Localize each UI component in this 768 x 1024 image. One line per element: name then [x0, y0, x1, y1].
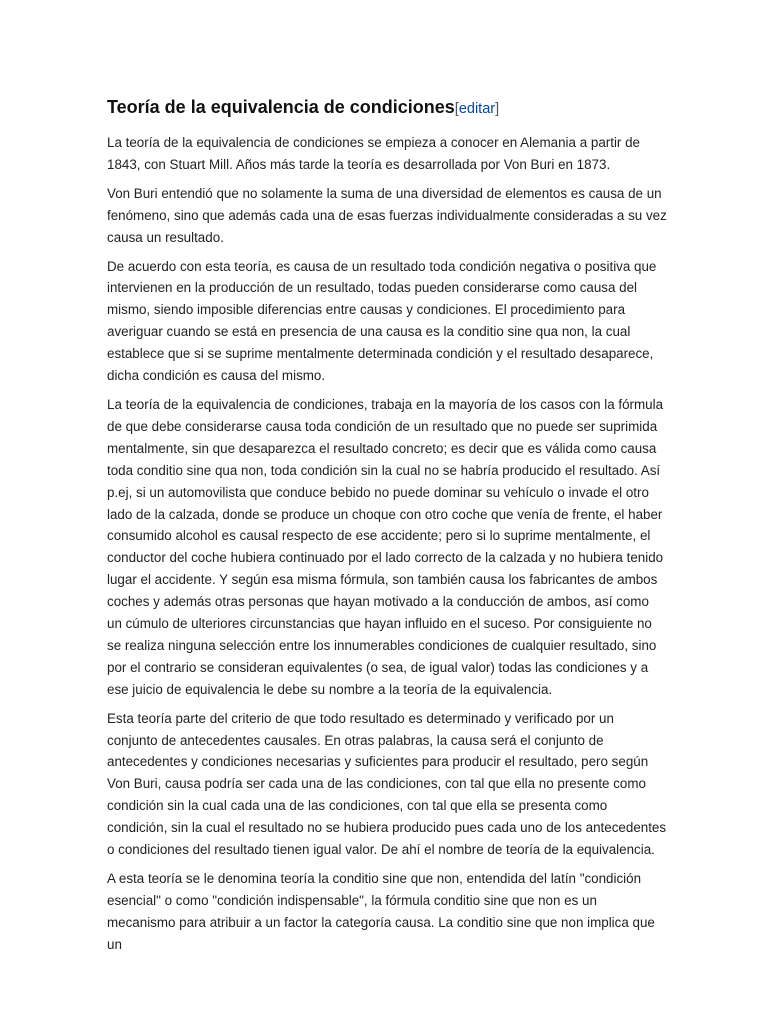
paragraph-5: Esta teoría parte del criterio de que todo resultado es determinado y verificado por un conjunto de antecedentes causales. En otras palabras, la causa será el conjunto de antecedentes y condiciones necesarias y suficientes para producir el resultado, pero según Von Buri, causa podría ser cada una de las condiciones, con tal que ella no presente como condición sin la cual cada una de las condiciones, con tal que ella se presenta como condición, sin la cual el resultado no se hubiera producido pues cada uno de los antecedentes o condiciones del resultado tienen igual valor. De ahí el nombre de teoría de la equivalencia. — [107, 710, 667, 858]
paragraph-4: La teoría de la equivalencia de condiciones, trabaja en la mayoría de los casos con la fórmula de que debe considerarse causa toda condición de un resultado que no puede ser suprimida mentalmente, sin que desaparezca el resultado concreto; es decir que es válida como causa toda conditio sine qua non, toda condición sin la cual no se habría producido el resultado. Así p.ej, si un automovilista que conduce bebido no puede dominar su vehículo o invade el otro lado de la calzada, donde se produce un choque con otro coche que venía de frente, el haber consumido alcohol es causal respecto de ese accidente; pero si lo suprime mentalmente, el conductor del coche hubiera continuado por el lado correcto de la calzada y no hubiera tenido lugar el accidente. Y según esa misma fórmula, son también causa los fabricantes de ambos coches y además otras personas que hayan motivado a la conducción de ambos, así como un cúmulo de ulteriores circunstancias que hayan influido en el suceso. Por consiguiente no se realiza ninguna selección entre los innumerables condiciones de cualquier resultado, sino por el contrario se consideran equivalentes (o sea, de igual valor) todas las condiciones y a ese juicio de equivalencia le debe su nombre a la teoría de la equivalencia. — [107, 396, 664, 697]
edit-bracket-close: ] — [495, 101, 500, 117]
paragraph-1: La teoría de la equivalencia de condiciones se empieza a conocer en Alemania a partir de 1843, con Stuart Mill. Años más tarde la teoría es desarrollada por Von Buri en 1873. — [107, 135, 640, 172]
article-section — [107, 94, 667, 963]
paragraph-2: Von Buri entendió que no solamente la suma de una diversidad de elementos es causa de un fenómeno, sino que además cada una de esas fuerzas individualmente consideradas a su vez causa un resultado. — [107, 185, 667, 245]
edit-link[interactable]: editar — [458, 101, 496, 117]
paragraph-3: De acuerdo con esta teoría, es causa de un resultado toda condición negativa o positiva que intervienen en la producción de un resultado, todas pueden considerarse como causa del mismo, siendo imposible diferencias entre causas y condiciones. El procedimiento para averiguar cuando se está en presencia de una causa es la conditio sine qua non, la cual establece que si se suprime mentalmente determinada condición y el resultado desaparece, dicha condición es causa del mismo. — [107, 258, 657, 384]
edit-bracket-open: [ — [454, 101, 459, 117]
edit-section-control — [455, 101, 499, 117]
paragraph-6: A esta teoría se le denomina teoría la conditio sine que non, entendida del latín "condición esencial" o como "condición indispensable", la fórmula conditio sine que non es un mecanismo para atribuir a un factor la categoría causa. La conditio sine que non implica que un — [107, 871, 655, 952]
section-title: Teoría de la equivalencia de condiciones — [107, 97, 455, 117]
section-heading — [107, 94, 667, 122]
